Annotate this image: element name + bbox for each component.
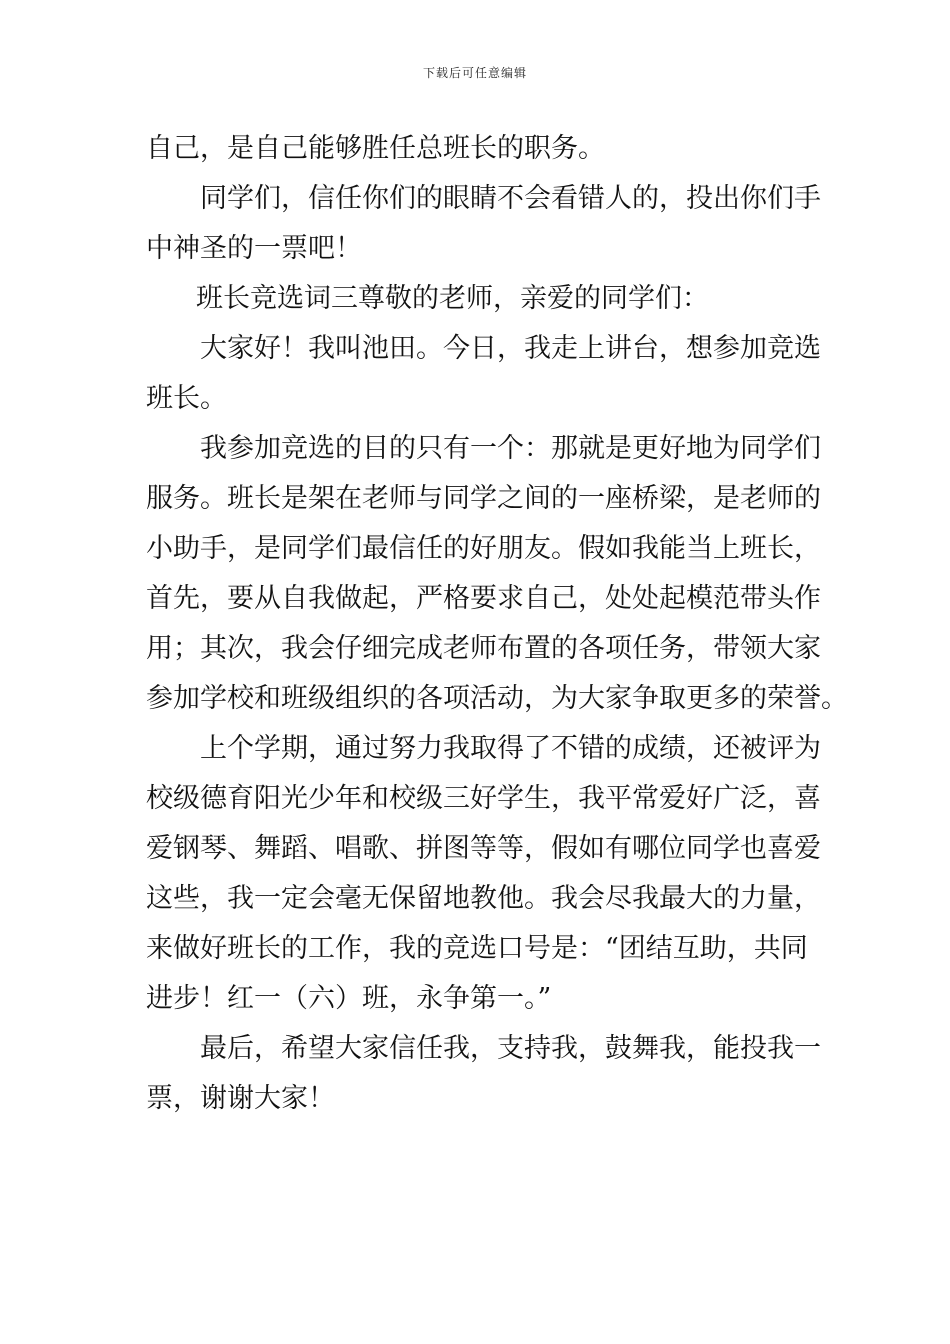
page-header: 下载后可任意编辑 bbox=[422, 66, 527, 80]
paragraph-5-line-2: 服务。班长是架在老师与同学之间的一座桥梁，是老师的 bbox=[146, 483, 821, 514]
paragraph-1 bbox=[146, 124, 812, 174]
paragraph-2-line-2: 中神圣的一票吧！ bbox=[146, 233, 362, 264]
paragraph-5-line-1: 我参加竞选的目的只有一个：那就是更好地为同学们 bbox=[200, 433, 821, 464]
paragraph-6-line-1: 上个学期，通过努力我取得了不错的成绩，还被评为 bbox=[200, 733, 821, 764]
paragraph-6-line-5: 来做好班长的工作，我的竞选口号是：“团结互助，共同 bbox=[146, 933, 808, 964]
paragraph-6 bbox=[146, 724, 821, 1024]
paragraph-1-line-1: 自己，是自己能够胜任总班长的职务。 bbox=[146, 133, 605, 164]
document-body bbox=[146, 124, 848, 1124]
paragraph-6-line-2: 校级德育阳光少年和校级三好学生，我平常爱好广泛，喜 bbox=[146, 783, 821, 814]
paragraph-3-line-1: 班长竞选词三尊敬的老师，亲爱的同学们： bbox=[196, 283, 709, 314]
paragraph-6-line-6: 进步！红一（六）班，永争第一。” bbox=[146, 983, 552, 1014]
paragraph-4-line-2: 班长。 bbox=[146, 383, 227, 414]
paragraph-6-line-3: 爱钢琴、舞蹈、唱歌、拼图等等，假如有哪位同学也喜爱 bbox=[146, 833, 821, 864]
paragraph-2 bbox=[146, 174, 821, 274]
paragraph-5-line-4: 首先，要从自我做起，严格要求自己，处处起模范带头作 bbox=[146, 583, 821, 614]
paragraph-2-line-1: 同学们，信任你们的眼睛不会看错人的，投出你们手 bbox=[200, 183, 821, 214]
paragraph-4-line-1: 大家好！我叫池田。今日，我走上讲台，想参加竞选 bbox=[200, 333, 821, 364]
paragraph-5-line-5: 用；其次，我会仔细完成老师布置的各项任务，带领大家 bbox=[146, 633, 821, 664]
paragraph-7 bbox=[146, 1024, 821, 1124]
paragraph-5-line-3: 小助手，是同学们最信任的好朋友。假如我能当上班长， bbox=[146, 533, 821, 564]
paragraph-7-line-2: 票，谢谢大家！ bbox=[146, 1083, 335, 1114]
paragraph-4 bbox=[146, 324, 821, 424]
paragraph-7-line-1: 最后，希望大家信任我，支持我，鼓舞我，能投我一 bbox=[200, 1033, 821, 1064]
paragraph-6-line-4: 这些，我一定会毫无保留地教他。我会尽我最大的力量， bbox=[146, 883, 821, 914]
paragraph-5-line-6: 参加学校和班级组织的各项活动，为大家争取更多的荣誉。 bbox=[146, 683, 848, 714]
paragraph-5 bbox=[146, 424, 848, 724]
paragraph-3 bbox=[146, 274, 812, 324]
